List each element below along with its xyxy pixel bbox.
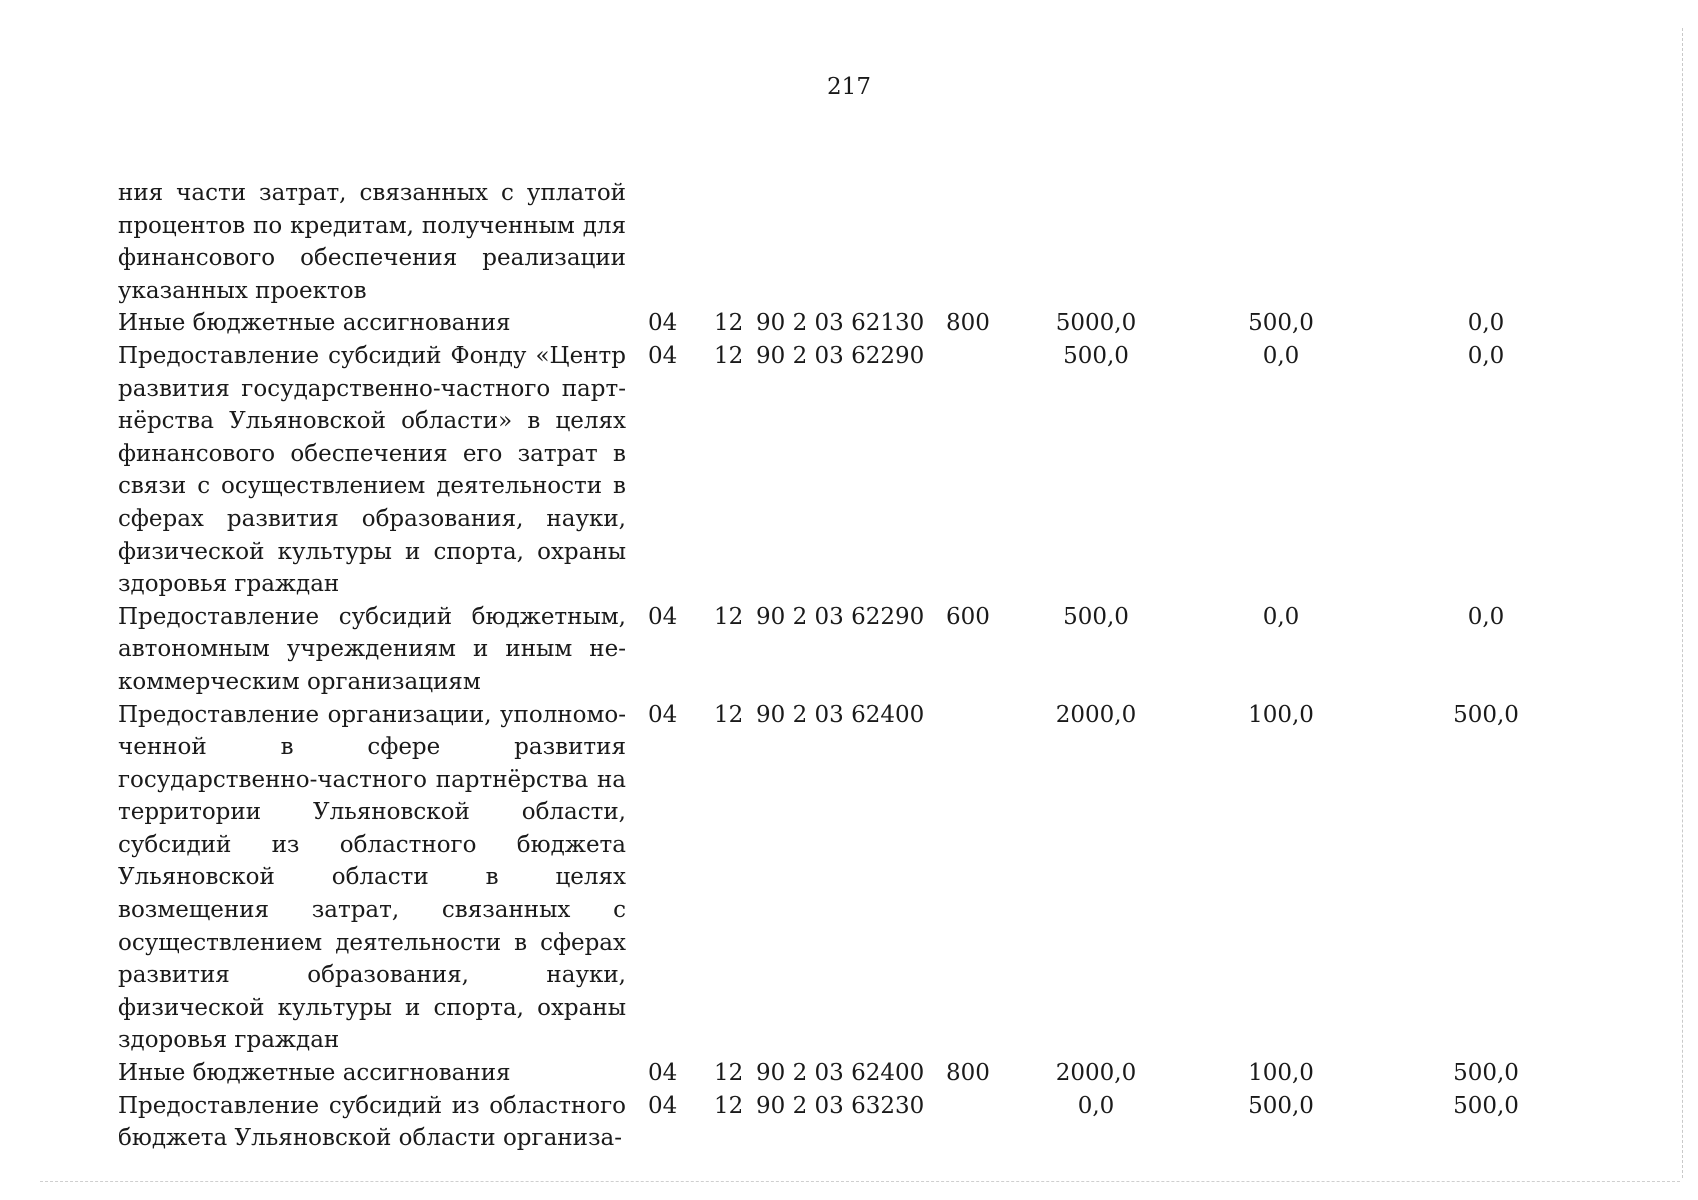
row-expense-type <box>946 177 1016 307</box>
budget-table <box>118 177 1586 1155</box>
scan-border-bottom <box>40 1181 1680 1182</box>
row-subsection: 12 <box>714 1060 744 1087</box>
row-expense-type <box>946 1090 1016 1155</box>
row-subsection: 12 <box>714 342 744 369</box>
row-section: 04 <box>648 1092 678 1119</box>
table-row <box>118 601 1586 699</box>
row-year3: 0,0 <box>1467 342 1505 369</box>
row-target-article: 90 2 03 62400 <box>756 1060 925 1087</box>
row-target-article <box>756 177 946 307</box>
row-name: Предоставление субсидий бюджетным, автономным учреждениям и иным некоммерческим организациям <box>118 603 626 695</box>
row-subsection: 12 <box>714 310 744 337</box>
row-subsection: 12 <box>714 603 744 630</box>
row-year1: 0,0 <box>1077 1092 1115 1119</box>
row-name: Предоставление организации, уполномоченной в сфере развития государственно-частного партнёрства на территории Ульяновской области, субсидий из областного бюджета Ульяновской области в целях возмещения затрат, связанных с осуществлением деятельности в сферах развития образования, науки, физической культуры и спорта, охраны здоровья граждан <box>118 701 626 1054</box>
table-row <box>118 699 1586 1058</box>
row-year1: 2000,0 <box>1055 1060 1137 1087</box>
row-target-article: 90 2 03 63230 <box>756 1092 925 1119</box>
row-year2: 0,0 <box>1262 342 1300 369</box>
row-year3: 0,0 <box>1467 603 1505 630</box>
row-subsection: 12 <box>714 1092 744 1119</box>
row-year3: 500,0 <box>1453 701 1519 728</box>
row-section <box>626 177 714 307</box>
row-expense-type: 800 <box>946 310 990 337</box>
row-year2: 500,0 <box>1248 310 1314 337</box>
row-year2: 0,0 <box>1262 603 1300 630</box>
row-name: Иные бюджетные ассигнования <box>118 1060 511 1087</box>
row-target-article: 90 2 03 62130 <box>756 310 925 337</box>
row-name: ния части затрат, связанных с уплатой процентов по кредитам, полученным для финансового обеспечения реализации указанных проектов <box>118 180 626 304</box>
row-target-article: 90 2 03 62290 <box>756 342 925 369</box>
row-year2: 100,0 <box>1248 1060 1314 1087</box>
row-target-article: 90 2 03 62290 <box>756 603 925 630</box>
row-year3 <box>1386 177 1586 307</box>
page-number: 217 <box>827 74 871 100</box>
row-year1: 5000,0 <box>1055 310 1137 337</box>
row-expense-type <box>946 340 1016 601</box>
row-subsection: 12 <box>714 701 744 728</box>
row-subsection <box>714 177 756 307</box>
row-year3: 0,0 <box>1467 310 1505 337</box>
table-row <box>118 1090 1586 1155</box>
table-row <box>118 307 1586 340</box>
row-target-article: 90 2 03 62400 <box>756 701 925 728</box>
row-year3: 500,0 <box>1453 1092 1519 1119</box>
row-name: Иные бюджетные ассигнования <box>118 310 511 337</box>
row-section: 04 <box>648 1060 678 1087</box>
row-year1: 500,0 <box>1063 603 1129 630</box>
row-expense-type <box>946 699 1016 1058</box>
row-year1: 2000,0 <box>1055 701 1137 728</box>
row-section: 04 <box>648 310 678 337</box>
row-year1 <box>1016 177 1176 307</box>
row-expense-type: 600 <box>946 603 990 630</box>
row-year1: 500,0 <box>1063 342 1129 369</box>
row-year2: 500,0 <box>1248 1092 1314 1119</box>
row-name: Предоставление субсидий Фонду «Центр развития государственно-частного партнёрства Ульяновской области» в целях финансового обеспечения его затрат в связи с осуществлением деятельности в сферах развития образования, науки, физической культуры и спорта, охраны здоровья граждан <box>118 342 626 598</box>
row-section: 04 <box>648 603 678 630</box>
row-section: 04 <box>648 701 678 728</box>
row-year2: 100,0 <box>1248 701 1314 728</box>
row-section: 04 <box>648 342 678 369</box>
row-year3: 500,0 <box>1453 1060 1519 1087</box>
table-row <box>118 340 1586 601</box>
row-year2 <box>1176 177 1386 307</box>
row-name: Предоставление субсидий из областного бюджета Ульяновской области организа- <box>118 1092 626 1152</box>
table-row <box>118 1057 1586 1090</box>
scan-border-right <box>1682 28 1683 1178</box>
table-row <box>118 177 1586 307</box>
row-expense-type: 800 <box>946 1060 990 1087</box>
